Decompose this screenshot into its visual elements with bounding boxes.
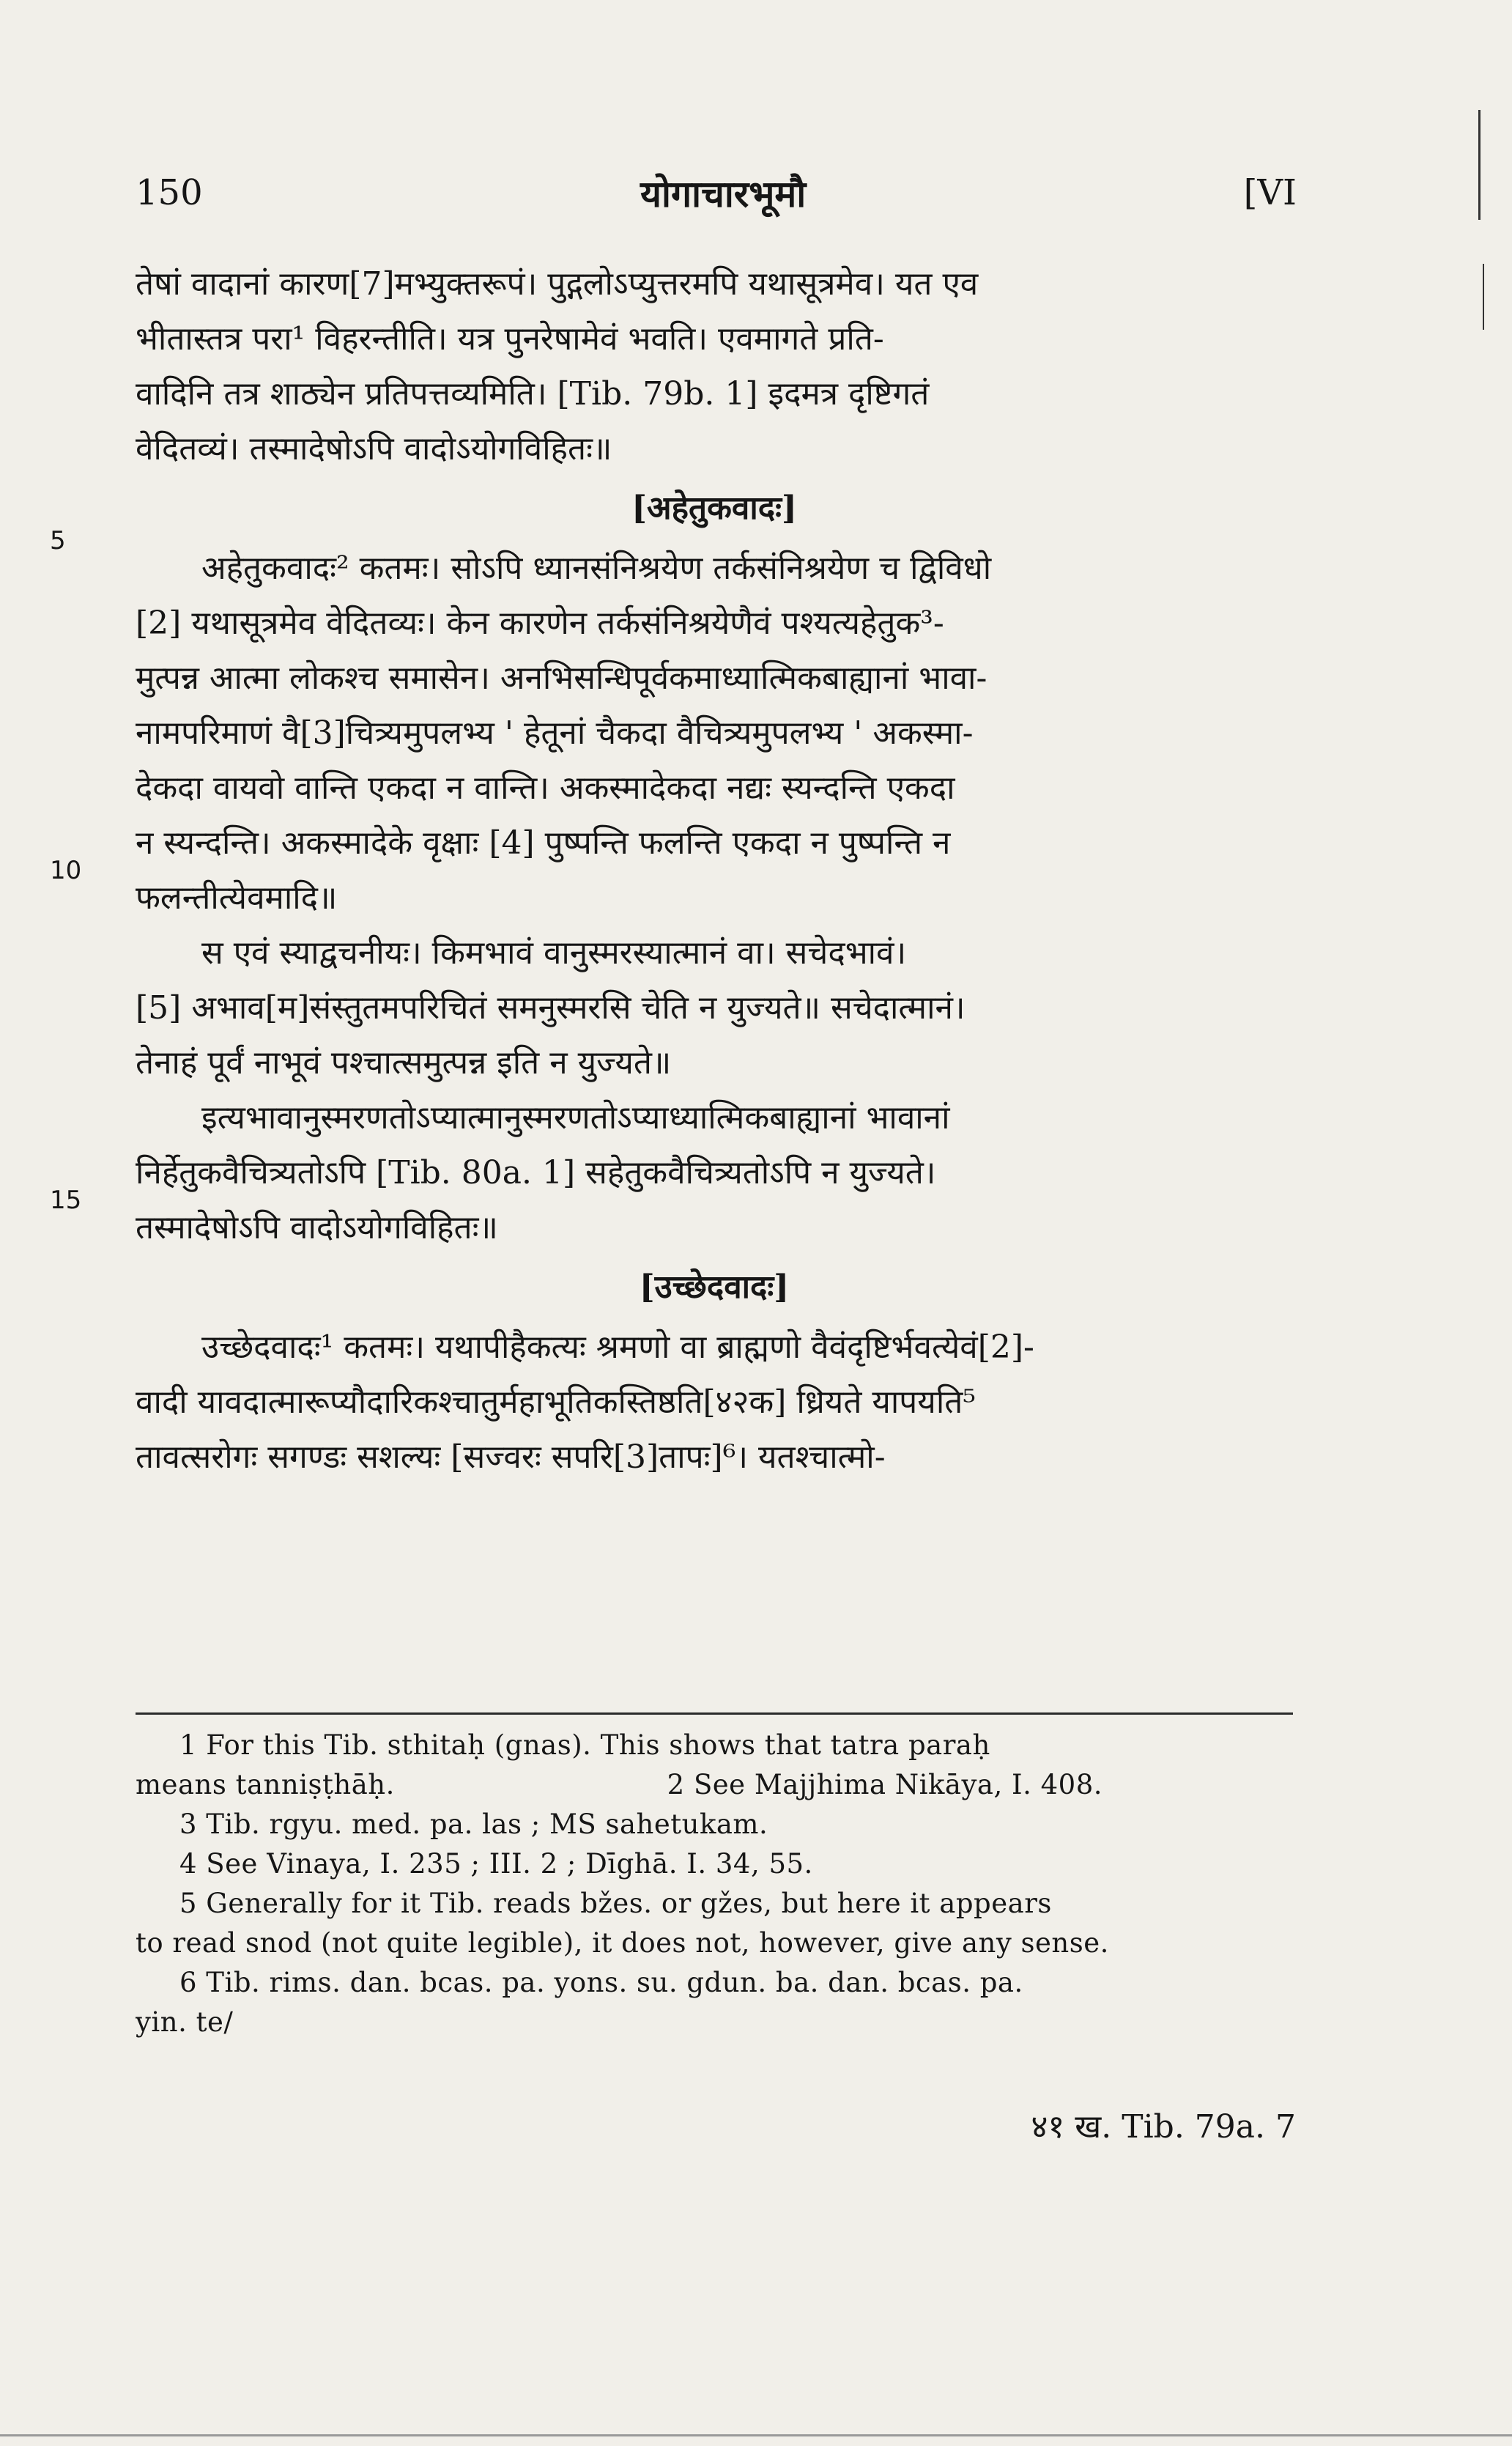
text-line: न स्यन्दन्ति। अकस्मादेके वृक्षाः [4] पुष्पन्ति फलन्ति एकदा न पुष्पन्ति न bbox=[136, 824, 951, 862]
text-line: वादिनि तत्र शाठ्येन प्रतिपत्तव्यमिति। [Tib. 79b. 1] इदमत्र दृष्टिगतं bbox=[136, 375, 930, 413]
text-line: निर्हेतुकवैचित्र्यतोऽपि [Tib. 80a. 1] सहेतुकवैचित्र्यतोऽपि न युज्यते। bbox=[136, 1154, 936, 1191]
footnote-1-2-line bbox=[136, 1765, 1293, 1805]
footnotes bbox=[136, 1726, 1293, 2042]
line-number-15: 15 bbox=[50, 1186, 82, 1215]
chapter-marker: [VI bbox=[1243, 172, 1297, 213]
footnote-1: 1 For this Tib. sthitaḥ (gnas). This shows that tatra paraḥ bbox=[179, 1729, 990, 1761]
footnote-2: 2 See Majjhima Nikāya, I. 408. bbox=[667, 1769, 1102, 1800]
scan-edge-mark bbox=[1478, 110, 1480, 220]
line-number-5: 5 bbox=[50, 526, 66, 555]
text-line: तेषां वादानां कारण[7]मभ्युक्तरूपं। पुद्गलोऽप्युत्तरमपि यथासूत्रमेव। यत एव bbox=[136, 265, 979, 303]
text-line: मुत्पन्न आत्मा लोकश्च समासेन। अनभिसन्धिपूर्वकमाध्यात्मिकबाह्यानां भावा- bbox=[136, 659, 987, 697]
text-line: अहेतुकवादः² कतमः। सोऽपि ध्यानसंनिश्रयेण तर्कसंनिश्रयेण च द्विविधो bbox=[201, 550, 992, 587]
footnote-5-continued: to read snod (not quite legible), it does not, however, give any sense. bbox=[136, 1927, 1109, 1959]
text-line: नामपरिमाणं वै[3]चित्र्यमुपलभ्य ' हेतूनां चैकदा वैचित्र्यमुपलभ्य ' अकस्मा- bbox=[136, 714, 974, 752]
text-line: तावत्सरोगः सगण्डः सशल्यः [सज्वरः सपरि[3]तापः]⁶। यतश्चात्मो- bbox=[136, 1438, 886, 1476]
text-line: [5] अभाव[म]संस्तुतमपरिचितं समनुस्मरसि चेति न युज्यते॥ सचेदात्मानं। bbox=[136, 989, 966, 1027]
main-text bbox=[136, 256, 1293, 1485]
page-header bbox=[136, 167, 1297, 218]
text-line: भीतास्तत्र परा¹ विहरन्तीति। यत्र पुनरेषामेवं भवति। एवमागते प्रति- bbox=[136, 320, 884, 358]
section-heading-ucchedavada: [उच्छेदवादः] bbox=[639, 1268, 790, 1306]
text-line: फलन्तीत्येवमादि॥ bbox=[136, 879, 338, 917]
running-title: योगाचारभूमौ bbox=[640, 172, 807, 215]
text-line: स एवं स्याद्वचनीयः। किमभावं वानुस्मरस्यात्मानं वा। सचेदभावं। bbox=[201, 934, 907, 972]
footnote-3: 3 Tib. rgyu. med. pa. las ; MS sahetukam. bbox=[179, 1808, 768, 1840]
text-line: देकदा वायवो वान्ति एकदा न वान्ति। अकस्मादेकदा नद्यः स्यन्दन्ति एकदा bbox=[136, 769, 955, 807]
footnote-5: 5 Generally for it Tib. reads bžes. or gžes, but here it appears bbox=[179, 1888, 1052, 1919]
text-line: [2] यथासूत्रमेव वेदितव्यः। केन कारणेन तर्कसंनिश्रयेणैवं पश्यत्यहेतुक³- bbox=[136, 605, 944, 642]
footnote-divider bbox=[136, 1712, 1293, 1715]
scan-edge-mark bbox=[1483, 264, 1484, 330]
text-line: इत्यभावानुस्मरणतोऽप्यात्मानुस्मरणतोऽप्याध्यात्मिकबाह्यानां भावानां bbox=[201, 1099, 950, 1137]
text-line: तस्मादेषोऽपि वादोऽयोगविहितः॥ bbox=[136, 1209, 498, 1246]
footnote-6: 6 Tib. rims. dan. bcas. pa. yons. su. gdun. ba. dan. bcas. pa. bbox=[179, 1967, 1023, 1998]
footnote-1-continued: means tanniṣṭhāḥ. bbox=[136, 1769, 395, 1800]
footnote-6-continued: yin. te/ bbox=[136, 2006, 234, 2038]
text-line: तेनाहं पूर्वं नाभूवं पश्चात्समुत्पन्न इति न युज्यते॥ bbox=[136, 1044, 672, 1082]
section-heading-ahetukavada: [अहेतुकवादः] bbox=[631, 489, 797, 527]
page-number: 150 bbox=[136, 172, 203, 213]
scan-bottom-edge bbox=[0, 2434, 1512, 2436]
folio-reference: ४१ ख. Tib. 79a. 7 bbox=[1031, 2108, 1296, 2146]
text-line: वेदितव्यं। तस्मादेषोऽपि वादोऽयोगविहितः॥ bbox=[136, 430, 612, 468]
text-line: वादी यावदात्मारूप्यौदारिकश्चातुर्महाभूतिकस्तिष्ठति[४२क] ध्रियते यापयति⁵ bbox=[136, 1383, 976, 1421]
text-line: उच्छेदवादः¹ कतमः। यथापीहैकत्यः श्रमणो वा ब्राह्मणो वैवंदृष्टिर्भवत्येवं[2]- bbox=[201, 1329, 1034, 1366]
line-number-10: 10 bbox=[50, 856, 82, 885]
footnote-4: 4 See Vinaya, I. 235 ; III. 2 ; Dīghā. I. 34, 55. bbox=[179, 1848, 813, 1880]
